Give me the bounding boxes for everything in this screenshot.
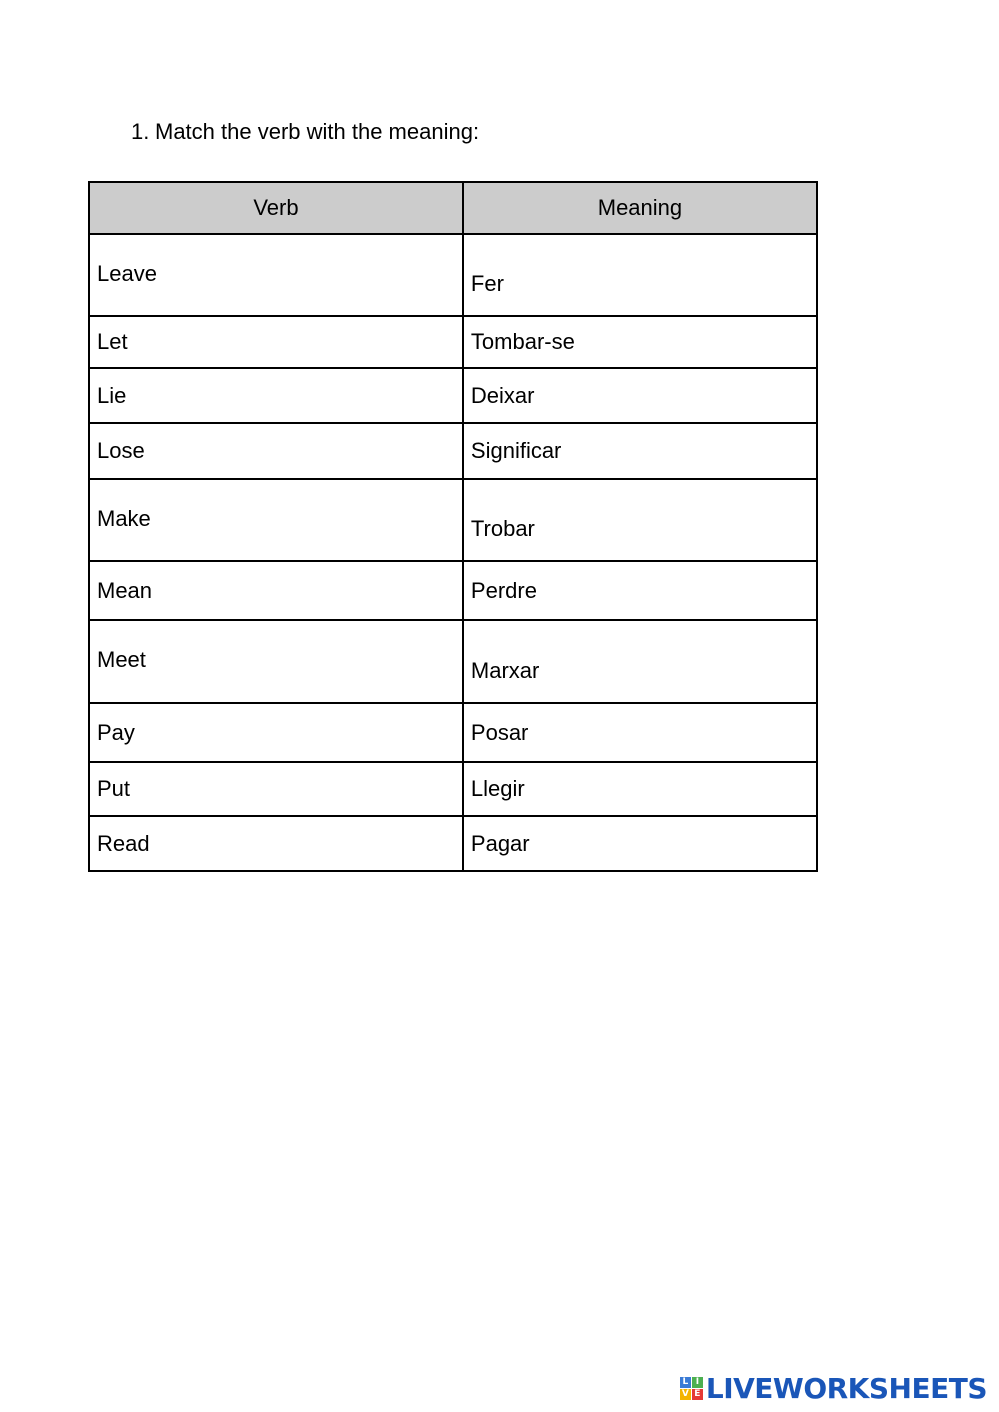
table-row: [89, 234, 817, 316]
meaning-cell: Significar: [463, 423, 817, 479]
instruction-text: Match the verb with the meaning:: [155, 119, 480, 144]
verb-meaning-table: [88, 181, 818, 872]
logo-mark-letter: V: [680, 1389, 691, 1400]
verb-cell: Make: [89, 479, 463, 561]
logo-mark-letter: I: [692, 1377, 703, 1388]
table-row: [89, 620, 817, 703]
verb-cell: Lose: [89, 423, 463, 479]
meaning-cell: Fer: [463, 234, 817, 316]
table-row: [89, 762, 817, 816]
table-row: [89, 423, 817, 479]
instruction: [131, 119, 479, 145]
meaning-cell: Tombar-se: [463, 316, 817, 368]
logo-mark-letter: L: [680, 1377, 691, 1388]
table-row: [89, 561, 817, 620]
table-row: [89, 816, 817, 871]
logo-text: LIVEWORKSHEETS: [705, 1371, 987, 1405]
meaning-cell: Posar: [463, 703, 817, 762]
table-row: [89, 368, 817, 423]
meaning-cell: Llegir: [463, 762, 817, 816]
table-header-row: [89, 182, 817, 234]
verb-cell: Lie: [89, 368, 463, 423]
verb-cell: Meet: [89, 620, 463, 703]
liveworksheets-logo: [680, 1372, 987, 1404]
header-verb: Verb: [89, 182, 463, 234]
meaning-cell: Marxar: [463, 620, 817, 703]
verb-cell: Put: [89, 762, 463, 816]
verb-cell: Read: [89, 816, 463, 871]
meaning-cell: Pagar: [463, 816, 817, 871]
logo-mark-icon: [680, 1377, 703, 1400]
table-row: [89, 703, 817, 762]
table-row: [89, 316, 817, 368]
verb-cell: Mean: [89, 561, 463, 620]
verb-cell: Leave: [89, 234, 463, 316]
header-meaning: Meaning: [463, 182, 817, 234]
verb-cell: Let: [89, 316, 463, 368]
logo-mark-letter: E: [692, 1389, 703, 1400]
verb-cell: Pay: [89, 703, 463, 762]
meaning-cell: Perdre: [463, 561, 817, 620]
table-row: [89, 479, 817, 561]
meaning-cell: Trobar: [463, 479, 817, 561]
meaning-cell: Deixar: [463, 368, 817, 423]
instruction-number: 1.: [131, 119, 150, 144]
